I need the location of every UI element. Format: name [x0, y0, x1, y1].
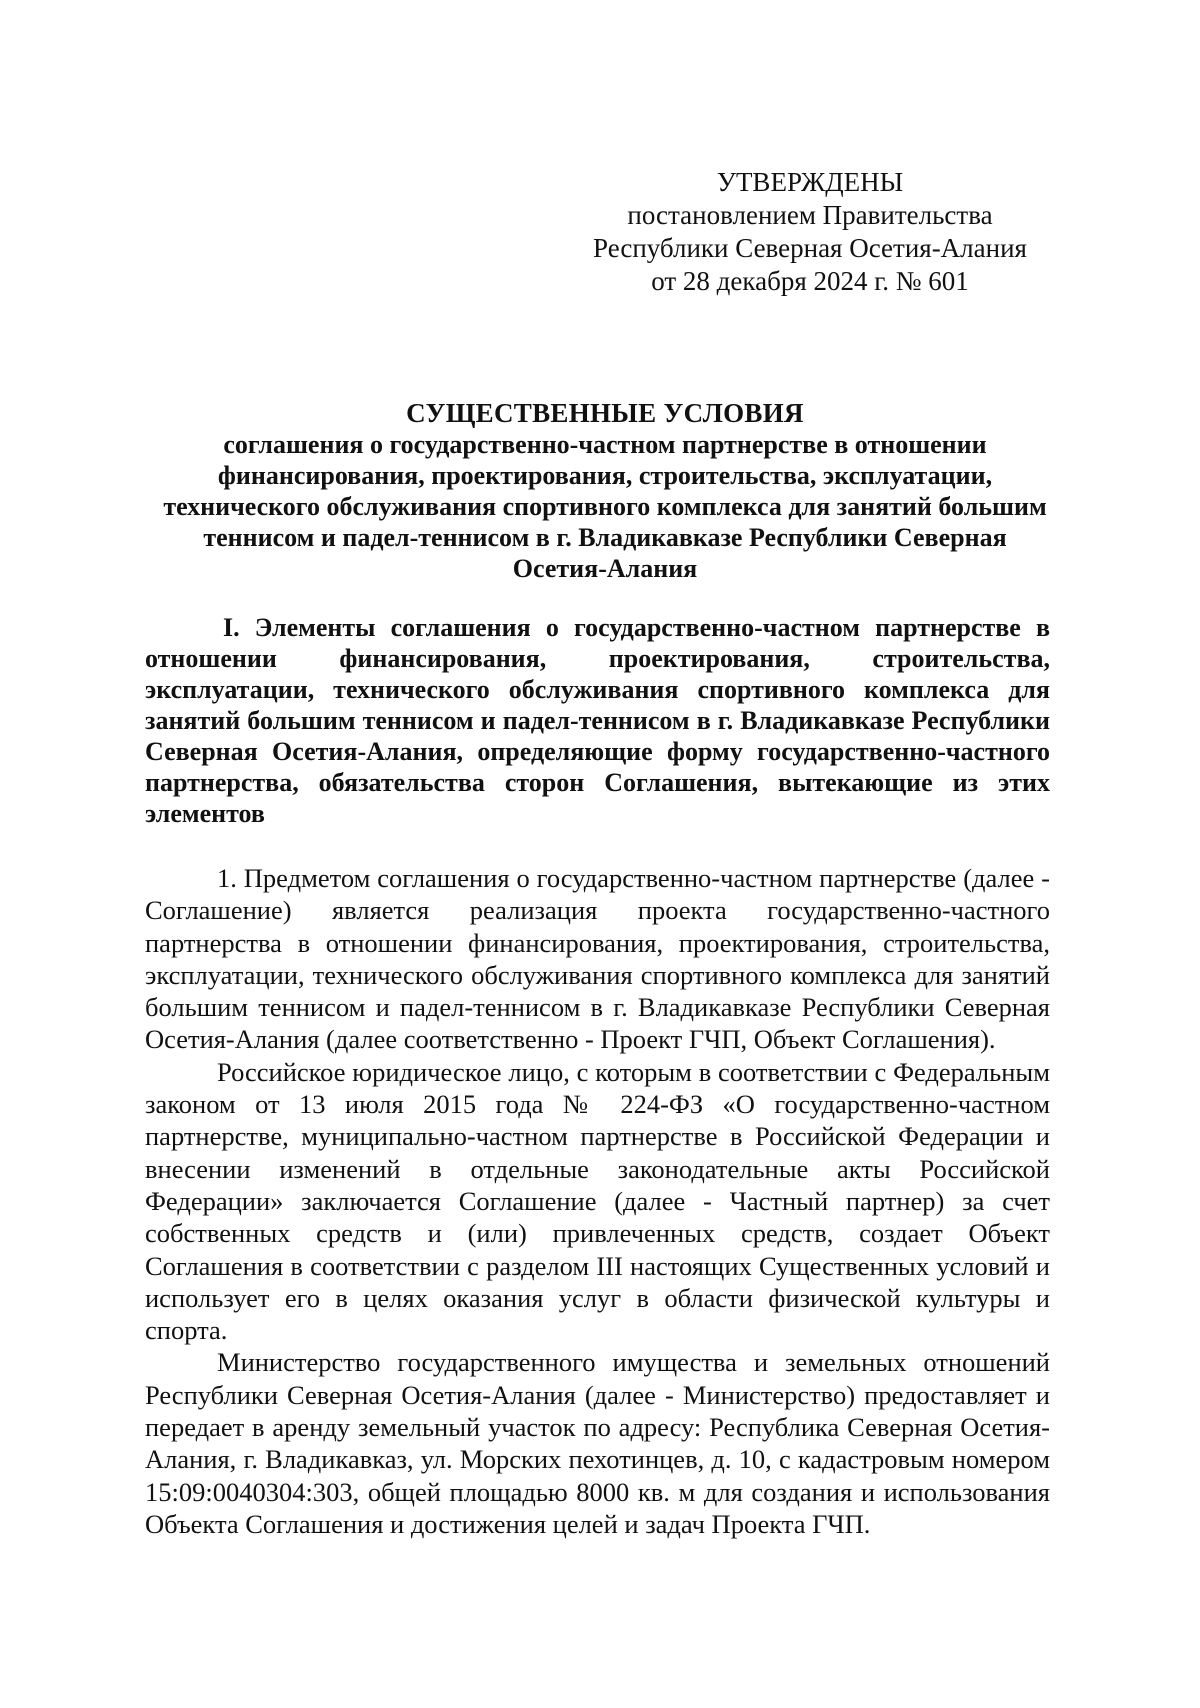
approval-line-republic: Республики Северная Осетия-Алания: [593, 233, 1027, 263]
paragraph: Министерство государственного имущества и земельных отношений Республики Северная Осетия-Алания (далее - Министерство) предоставляет и передает в аренду земельный участок по адресу: Республика Северная Осетия-Алания, г. Владикавказ, ул. Морских пехотинцев, д. 10, с кадастровым номером 15:09:0040304:303, общей площадью 8000 кв. м для создания и использования Объекта Соглашения и достижения целей и задач Проекта ГЧП.: [145, 1347, 1050, 1539]
approval-line-decree: постановлением Правительства: [627, 200, 993, 230]
document-subtitle: соглашения о государственно-частном партнерстве в отношении финансирования, проектирования, строительства, эксплуатации, технического обслуживания спортивного комплекса для занятий большим теннисом и падел-теннисом в г. Владикавказе Республики Северная Осетия-Алания: [163, 430, 1047, 583]
paragraph: Российское юридическое лицо, с которым в соответствии с Федеральным законом от 13 июля 2015 года № 224-ФЗ «О государственно-частном партнерстве, муниципально-частном партнерстве в Российской Федерации и внесении изменений в отдельные законодательные акты Российской Федерации» заключается Соглашение (далее - Частный партнер) за счет собственных средств и (или) привлеченных средств, создает Объект Соглашения в соответствии с разделом III настоящих Существенных условий и использует его в целях оказания услуг в области физической культуры и спорта.: [145, 1056, 1050, 1346]
approval-line-date: от 28 декабря 2024 г. № 601: [651, 266, 969, 296]
section-body: [145, 862, 1050, 1540]
section-heading: I. Элементы соглашения о государственно-частном партнерстве в отношении финансирования, проектирования, строительства, эксплуатации, технического обслуживания спортивного комплекса для занятий большим теннисом и падел-теннисом в г. Владикавказе Республики Северная Осетия-Алания, определяющие форму государственно-частного партнерства, обязательства сторон Соглашения, вытекающие из этих элементов: [145, 613, 1050, 828]
approval-stamp: [560, 166, 1060, 298]
approval-line-approved: УТВЕРЖДЕНЫ: [716, 167, 904, 197]
document-main-title: СУЩЕСТВЕННЫЕ УСЛОВИЯ: [406, 398, 804, 428]
paragraph: 1. Предметом соглашения о государственно-частном партнерстве (далее - Соглашение) является реализация проекта государственно-частного партнерства в отношении финансирования, проектирования, строительства, эксплуатации, технического обслуживания спортивного комплекса для занятий большим теннисом и падел-теннисом в г. Владикавказе Республики Северная Осетия-Алания (далее соответственно - Проект ГЧП, Объект Соглашения).: [145, 863, 1050, 1055]
document-title: [160, 398, 1050, 584]
